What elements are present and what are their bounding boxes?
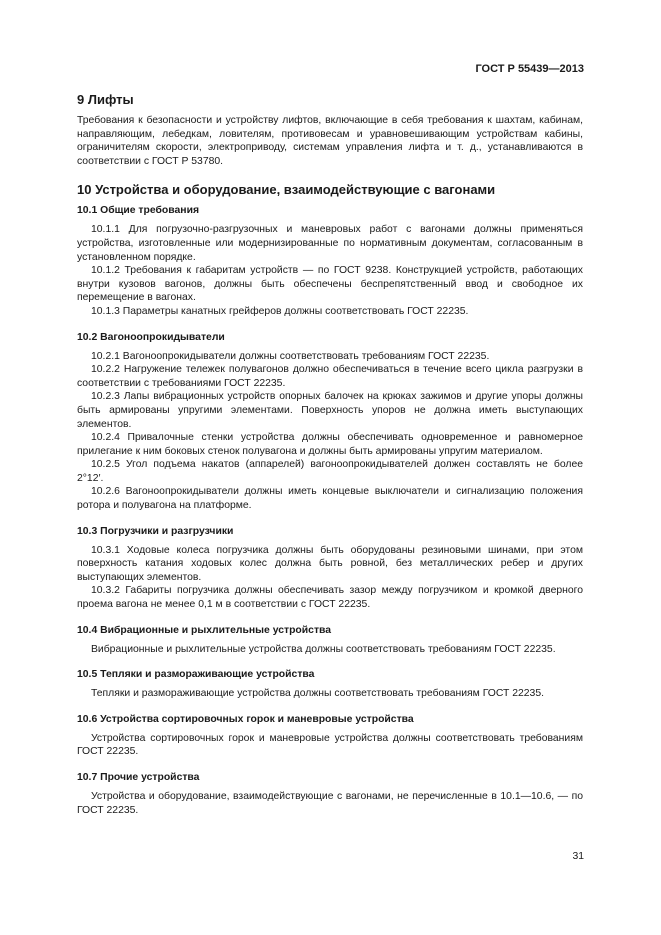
section-9-title: 9 Лифты [77, 92, 134, 107]
paragraph-10-1-2: 10.1.2 Требования к габаритам устройств — по ГОСТ 9238. Конструкцией устройств, работающих внутри кузовов вагонов, должны быть обеспечены беспрепятственный ввод и свободное их перемещение в вагонах. [77, 265, 583, 304]
page-number: 31 [572, 851, 584, 862]
subsection-10-5-title: 10.5 Тепляки и размораживающие устройства [77, 669, 315, 681]
subsection-10-3-title: 10.3 Погрузчики и разгрузчики [77, 525, 234, 537]
paragraph-10-5: Тепляки и размораживающие устройства должны соответствовать требованиям ГОСТ 22235. [91, 688, 544, 700]
paragraph-10-2-1: 10.2.1 Вагоноопрокидыватели должны соответствовать требованиям ГОСТ 22235. [91, 350, 490, 362]
paragraph-10-4: Вибрационные и рыхлительные устройства должны соответствовать требованиям ГОСТ 22235. [91, 643, 556, 655]
subsection-10-7-title: 10.7 Прочие устройства [77, 772, 200, 783]
paragraph-10-1-3: 10.1.3 Параметры канатных грейферов должны соответствовать ГОСТ 22235. [91, 305, 469, 317]
page-content [77, 92, 583, 817]
section-9-paragraph: Требования к безопасности и устройству лифтов, включающие в себя требования к шахтам, кабинам, направляющим, лебедкам, ловителям, противовесам и уравновешивающим устройствам кабины, ограничителям скорости, электроприводу, системам управления лифта и т. д., устанавливаются в соответствии с ГОСТ Р 53780. [77, 115, 583, 167]
paragraph-10-6: Устройства сортировочных горок и маневровые устройства должны соответствовать требованиям ГОСТ 22235. [77, 732, 583, 758]
subsection-10-6-title: 10.6 Устройства сортировочных горок и маневровые устройства [77, 713, 414, 725]
section-10-title: 10 Устройства и оборудование, взаимодействующие с вагонами [77, 182, 496, 198]
paragraph-10-2-6: 10.2.6 Вагоноопрокидыватели должны иметь концевые выключатели и сигнализацию положения ротора и полувагона на платформе. [77, 486, 583, 512]
paragraph-10-2-5: 10.2.5 Угол подъема накатов (аппарелей) вагоноопрокидывателей должен составлять не более 2°12′. [77, 459, 583, 484]
paragraph-10-2-4: 10.2.4 Привалочные стенки устройства должны обеспечивать одновременное и равномерное прилегание к ним боковых стенок полувагона и должны быть армированы упругим материалом. [77, 432, 583, 457]
document-code: ГОСТ Р 55439—2013 [475, 63, 584, 75]
subsection-10-2-title: 10.2 Вагоноопрокидыватели [77, 331, 225, 343]
paragraph-10-3-1: 10.3.1 Ходовые колеса погрузчика должны быть оборудованы резиновыми шинами, при этом поверхность катания ходовых колес должна быть ровной, без металлических ребер и других выступающих элементов. [77, 544, 583, 583]
paragraph-10-2-2: 10.2.2 Нагружение тележек полувагонов должно обеспечиваться в течение всего цикла разгрузки в соответствии с требованиями ГОСТ 22235. [77, 364, 583, 389]
subsection-10-4-title: 10.4 Вибрационные и рыхлительные устройства [77, 624, 332, 636]
paragraph-10-2-3: 10.2.3 Лапы вибрационных устройств опорных балочек на крюках зажимов и другие упоры должны быть армированы упругими элементами. Поверхность упоров не должна иметь выступающих элементов. [77, 391, 583, 430]
paragraph-10-1-1: 10.1.1 Для погрузочно-разгрузочных и маневровых работ с вагонами должны применяться устройства, изготовленные или модернизированные по нормативным документам, согласованным в установленном порядке. [77, 224, 583, 263]
subsection-10-1-title: 10.1 Общие требования [77, 205, 200, 217]
paragraph-10-7: Устройства и оборудование, взаимодействующие с вагонами, не перечисленные в 10.1—10.6, — по ГОСТ 22235. [77, 791, 583, 816]
paragraph-10-3-2: 10.3.2 Габариты погрузчика должны обеспечивать зазор между погрузчиком и кромкой дверного проема вагона не менее 0,1 м в соответствии с ГОСТ 22235. [77, 585, 583, 611]
